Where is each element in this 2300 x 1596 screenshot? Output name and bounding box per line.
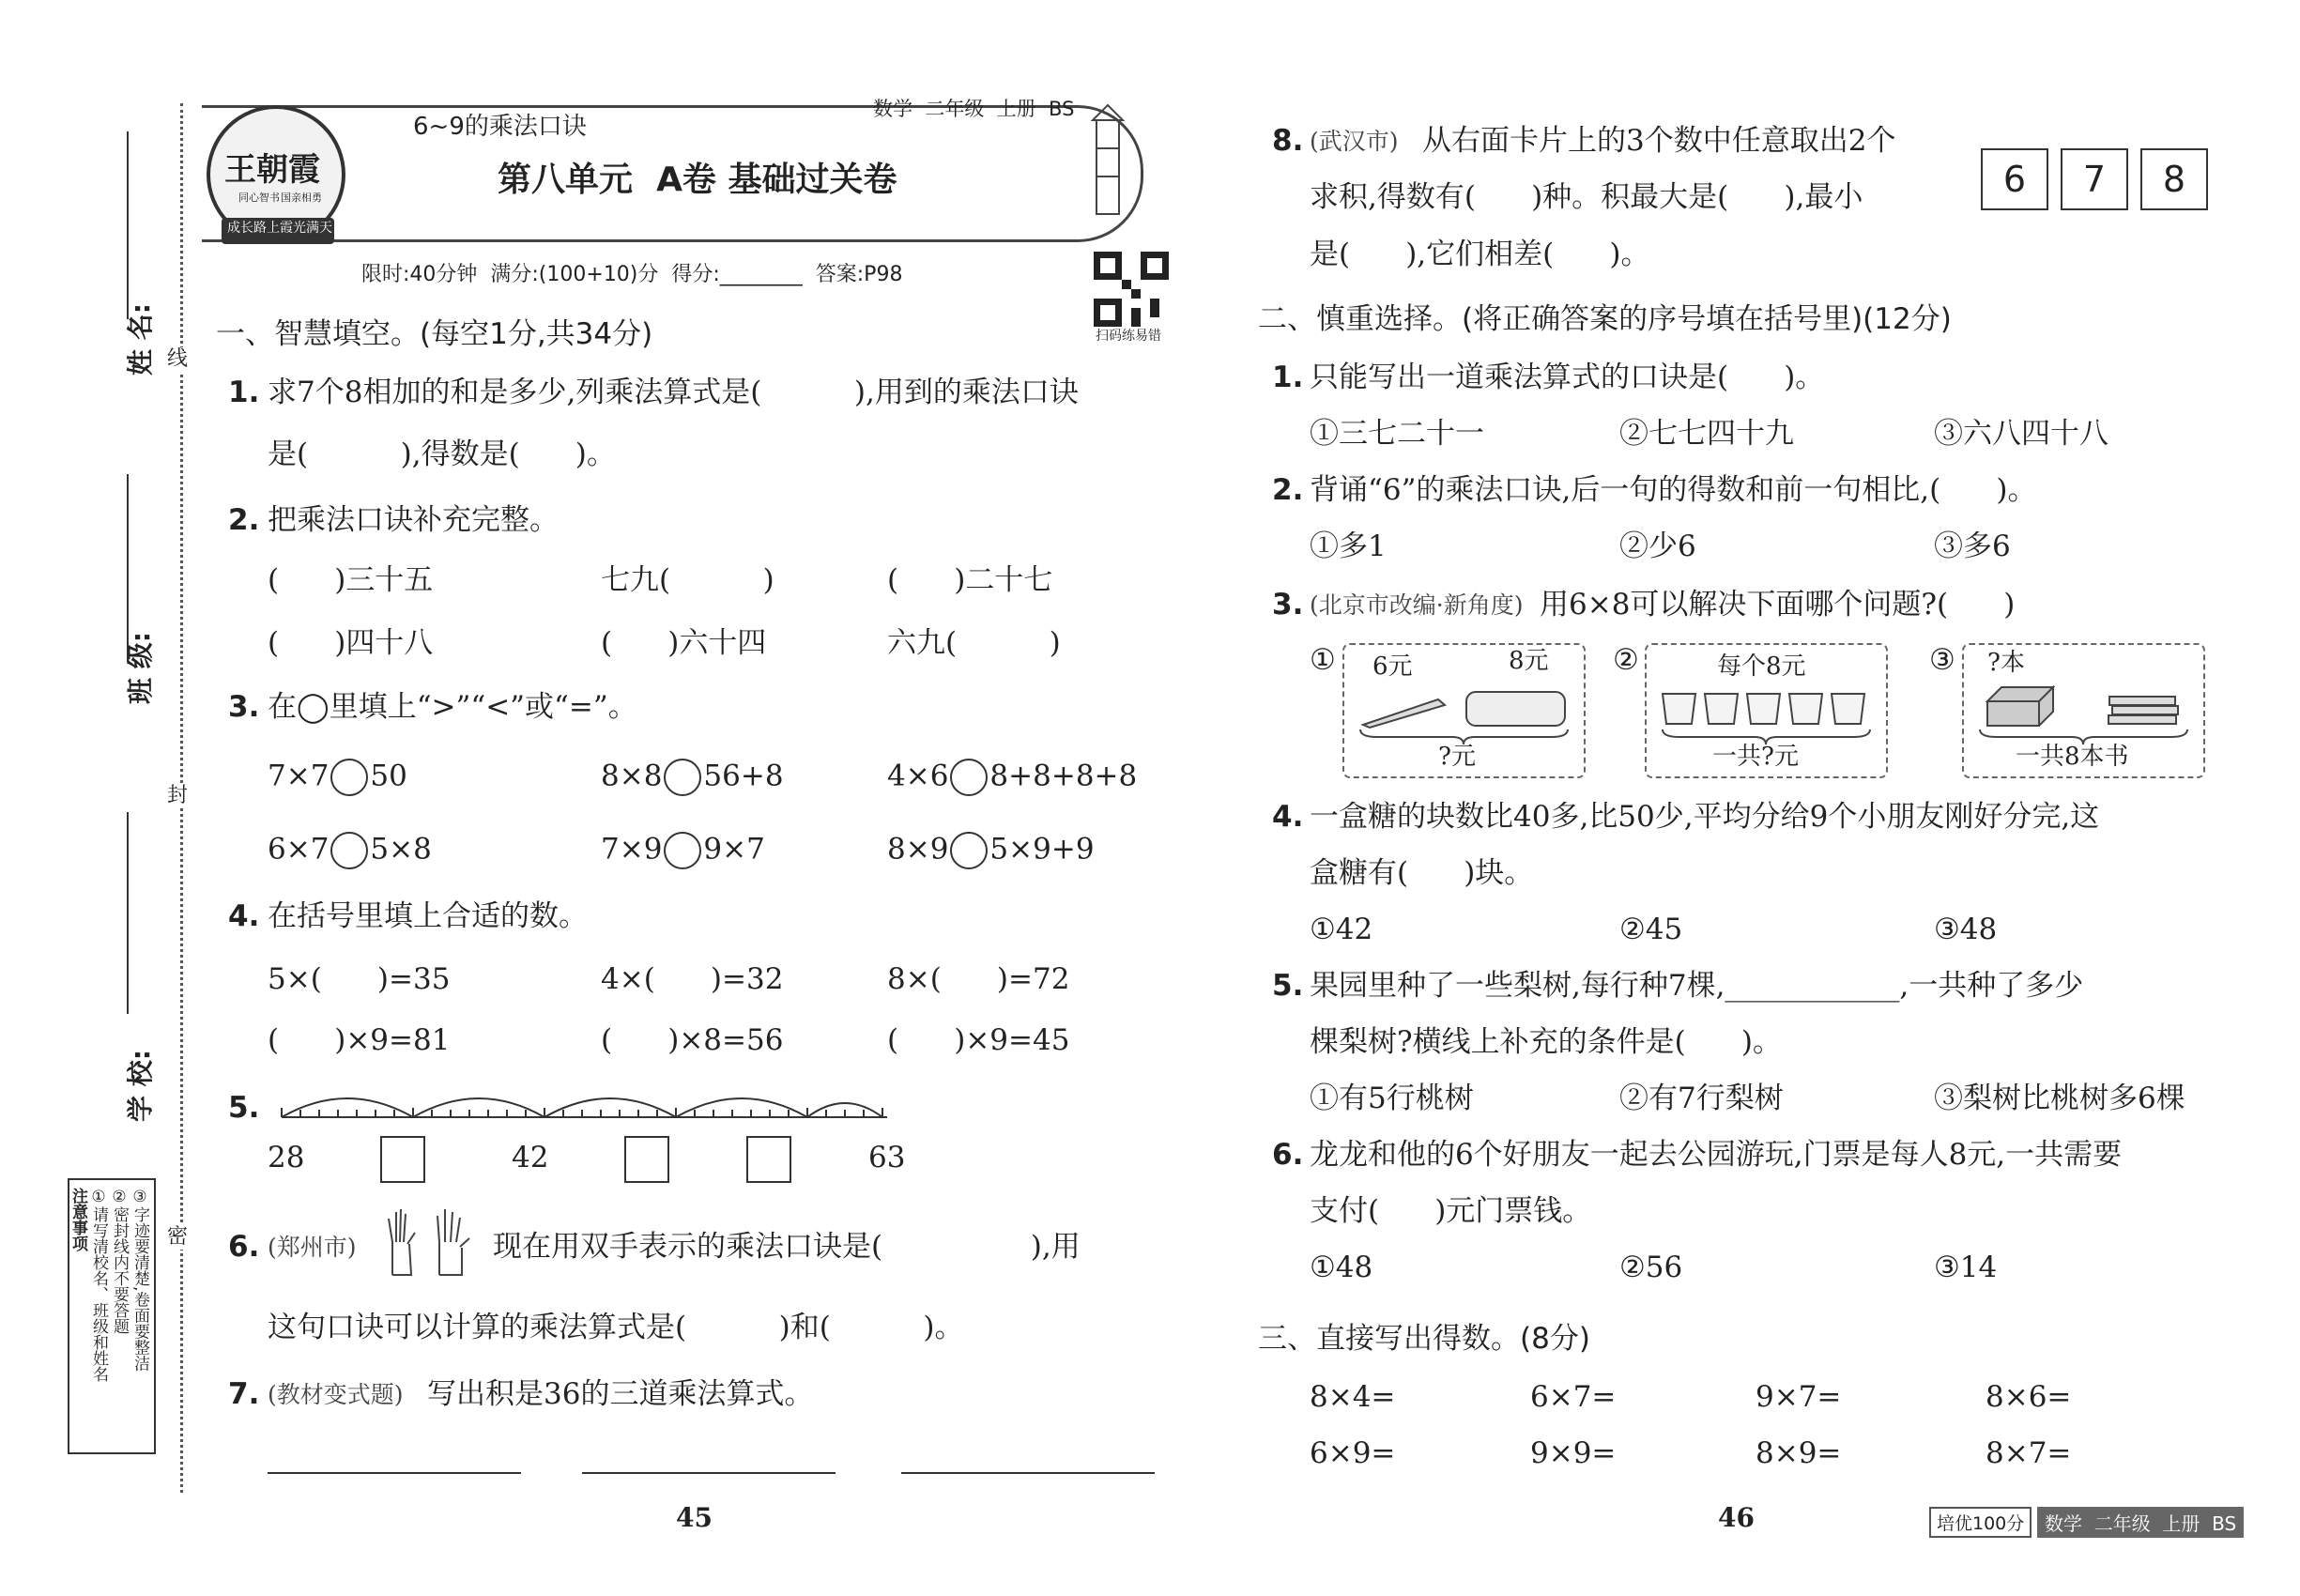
choice-option[interactable]: ①有5行桃树 (1310, 1082, 1474, 1115)
fill-item[interactable]: ( )×9=81 (268, 1023, 451, 1057)
notes-title: 注意事项 (69, 1188, 87, 1251)
choice-option[interactable]: ③14 (1934, 1251, 1998, 1284)
choice-option[interactable]: ① (1310, 643, 1336, 677)
question-number: 3. (228, 690, 260, 724)
hands-icon (383, 1205, 486, 1280)
compare-left: 8×9 (887, 832, 949, 867)
compare-circle[interactable] (330, 832, 368, 869)
question-number: 5. (228, 1091, 260, 1125)
panel-question: 一共?元 (1712, 743, 1799, 771)
panel-question: ?元 (1438, 743, 1476, 771)
question-text: 在括号里填上合适的数。 (268, 899, 588, 933)
header-topic: 6~9的乘法口诀 (413, 113, 587, 141)
exam-info: 限时:40分钟 满分:(100+10)分 得分:________ 答案:P98 (361, 263, 903, 286)
question-text: 把乘法口诀补充完整。 (268, 503, 559, 537)
page-number: 46 (1718, 1502, 1755, 1533)
compare-item (887, 759, 1137, 796)
number-card: 7 (2061, 148, 2128, 210)
brand-ribbon (222, 218, 334, 244)
choice-option[interactable]: ①42 (1310, 913, 1373, 946)
question-text: 在◯里填上“>”“<”或“=”。 (268, 690, 637, 724)
brand-slogan: 同心智书 (238, 192, 280, 204)
choice-option[interactable]: ③48 (1934, 913, 1998, 946)
answer-box[interactable] (624, 1136, 669, 1183)
fill-item[interactable]: 8×( )=72 (887, 962, 1070, 996)
question-text: 背诵“6”的乘法口诀,后一句的得数和前一句相比,( )。 (1310, 473, 2037, 507)
choice-option[interactable]: ③多6 (1934, 529, 2011, 563)
compare-item (601, 832, 765, 869)
compare-circle[interactable] (664, 759, 701, 796)
qr-code-icon[interactable] (1094, 252, 1169, 327)
fill-item[interactable]: 七九( ) (601, 563, 774, 597)
compare-item (601, 759, 784, 796)
answer-line[interactable] (582, 1472, 836, 1474)
compare-right: 56+8 (703, 759, 784, 793)
question-text: 龙龙和他的6个好朋友一起去公园游玩,门票是每人8元,一共需要 (1310, 1138, 2123, 1172)
number-line-label: 63 (868, 1141, 906, 1174)
fill-item[interactable]: 4×( )=32 (601, 962, 784, 996)
question-number: 1. (228, 376, 260, 409)
choice-option[interactable]: ②有7行梨树 (1619, 1082, 1784, 1115)
compare-circle[interactable] (664, 832, 701, 869)
choice-option[interactable]: ③梨树比桃树多6棵 (1934, 1082, 2185, 1115)
calc-item[interactable]: 8×6= (1986, 1380, 2072, 1414)
question-tag: (北京市改编·新角度) (1310, 591, 1524, 619)
panel-question: 一共8本书 (2016, 743, 2129, 771)
question-number: 6. (1272, 1138, 1304, 1172)
notes-box (68, 1178, 156, 1454)
question-text: 从右面卡片上的3个数中任意取出2个 (1422, 124, 1896, 158)
fill-item[interactable]: 5×( )=35 (268, 962, 451, 996)
option-panel[interactable] (1342, 643, 1586, 778)
footer-badge-text: 培优100分 (1937, 1513, 2025, 1534)
question-tag: (武汉市) (1310, 128, 1399, 155)
question-tag: (教材变式题) (268, 1381, 404, 1408)
number-line-label: 42 (512, 1141, 549, 1174)
question-number: 4. (1272, 800, 1304, 834)
books-icon (2105, 692, 2185, 729)
section-title: 一、智慧填空。(每空1分,共34分) (216, 317, 653, 351)
brand-slogan: 霞光满天 (280, 221, 332, 236)
school-label: 学 校: (125, 1050, 156, 1122)
calc-item[interactable]: 8×9= (1756, 1436, 1842, 1470)
note-item: ③字迹要清楚,卷面要整洁 (130, 1188, 149, 1372)
question-number: 4. (228, 899, 260, 933)
question-text: 是( ),得数是( )。 (268, 437, 616, 471)
footer-meta: 数学 二年级 上册 BS (2037, 1507, 2244, 1538)
compare-left: 7×7 (268, 759, 330, 793)
fill-item[interactable]: ( )×8=56 (601, 1023, 784, 1057)
calc-item[interactable]: 9×9= (1530, 1436, 1617, 1470)
choice-option[interactable]: ②七七四十九 (1619, 417, 1794, 451)
panel-price: 每个8元 (1717, 652, 1806, 681)
question-text: 求积,得数有( )种。积最大是( ),最小 (1310, 180, 1863, 214)
fill-item[interactable]: ( )×9=45 (887, 1023, 1070, 1057)
section-title: 二、慎重选择。(将正确答案的序号填在括号里)(12分) (1258, 302, 1952, 336)
question-text: 支付( )元门票钱。 (1310, 1194, 1592, 1228)
brand-slogan: 成长路上 (227, 221, 280, 236)
section-title: 三、直接写出得数。(8分) (1258, 1322, 1590, 1356)
compare-circle[interactable] (950, 832, 988, 869)
choice-option[interactable]: ② (1613, 643, 1639, 677)
question-number: 7. (228, 1377, 260, 1411)
compare-circle[interactable] (330, 759, 368, 796)
page-number: 45 (676, 1502, 713, 1533)
compare-left: 8×8 (601, 759, 663, 793)
compare-left: 6×7 (268, 832, 330, 867)
choice-option[interactable]: ①多1 (1310, 529, 1387, 563)
book-stack-icon (1983, 683, 2058, 729)
question-number: 5. (1272, 969, 1304, 1003)
question-number: 8. (1272, 124, 1304, 158)
choice-option[interactable]: ②56 (1619, 1251, 1683, 1284)
compare-right: 5×9+9 (989, 832, 1095, 867)
question-text: 是( ),它们相差( )。 (1310, 238, 1650, 271)
compare-right: 8+8+8+8 (989, 759, 1138, 793)
cups-icon (1658, 688, 1874, 729)
compare-right: 9×7 (703, 832, 765, 867)
lighthouse-icon (1080, 101, 1136, 223)
brand-name: 王朝霞 (224, 151, 320, 189)
compare-left: 4×6 (887, 759, 949, 793)
option-panel[interactable] (1962, 643, 2205, 778)
calc-item[interactable]: 8×4= (1310, 1380, 1396, 1414)
page-title: 第八单元 A卷 基础过关卷 (498, 161, 897, 199)
question-text: 盒糖有( )块。 (1310, 856, 1534, 890)
question-number: 1. (1272, 361, 1304, 394)
compare-left: 7×9 (601, 832, 663, 867)
question-number: 2. (228, 503, 260, 537)
choice-option[interactable]: ②45 (1619, 913, 1683, 946)
fill-item[interactable]: 六九( ) (887, 626, 1061, 660)
question-text: 棵梨树?横线上补充的条件是( )。 (1310, 1025, 1782, 1059)
compare-item (268, 832, 432, 869)
header-meta: 数学 二年级 上册 BS (873, 98, 1075, 120)
panel-price: ?本 (1987, 649, 2025, 677)
question-text: 求7个8相加的和是多少,列乘法算式是( ),用到的乘法口诀 (268, 376, 1079, 409)
pen-icon (1358, 692, 1452, 729)
question-number: 3. (1272, 588, 1304, 622)
question-number: 2. (1272, 473, 1304, 507)
fill-item[interactable]: ( )四十八 (268, 626, 434, 660)
fill-item[interactable]: ( )六十四 (601, 626, 767, 660)
compare-right: 5×8 (370, 832, 432, 867)
answer-line[interactable] (901, 1472, 1155, 1474)
seal-mark-seal: 封 (167, 784, 189, 807)
panel-price: 6元 (1372, 652, 1413, 681)
fill-item[interactable]: ( )二十七 (887, 563, 1053, 597)
seal-mark-secret: 密 (167, 1225, 189, 1249)
option-panel[interactable] (1645, 643, 1888, 778)
choice-option[interactable]: ③ (1929, 643, 1955, 677)
choice-option[interactable]: ①48 (1310, 1251, 1373, 1284)
number-card: 6 (1981, 148, 2048, 210)
footer-badge (1929, 1507, 2032, 1538)
calc-item[interactable]: 8×7= (1986, 1436, 2072, 1470)
choice-option[interactable]: ③六八四十八 (1934, 417, 2108, 451)
answer-line[interactable] (268, 1472, 521, 1474)
question-text: 一盒糖的块数比40多,比50少,平均分给9个小朋友刚好分完,这 (1310, 800, 2100, 834)
calc-item[interactable]: 6×7= (1530, 1380, 1617, 1414)
question-text: 写出积是36的三道乘法算式。 (427, 1377, 814, 1411)
question-text: 现在用双手表示的乘法口诀是( ),用 (493, 1230, 1081, 1264)
compare-right: 50 (370, 759, 407, 793)
number-line (272, 1080, 901, 1136)
name-label: 姓 名: (125, 303, 156, 376)
compare-item (887, 832, 1095, 869)
name-field[interactable] (127, 131, 138, 319)
class-label: 班 级: (125, 632, 156, 704)
compare-circle[interactable] (950, 759, 988, 796)
calc-item[interactable]: 9×7= (1756, 1380, 1842, 1414)
question-tag: (郑州市) (268, 1234, 357, 1261)
question-text: 只能写出一道乘法算式的口诀是( )。 (1310, 361, 1825, 394)
calc-item[interactable]: 6×9= (1310, 1436, 1396, 1470)
fill-item[interactable]: ( )三十五 (268, 563, 434, 597)
number-line-label: 28 (268, 1141, 305, 1174)
note-item: ①请写清校名、班级和姓名 (89, 1188, 108, 1382)
choice-option[interactable]: ②少6 (1619, 529, 1696, 563)
panel-price: 8元 (1509, 647, 1549, 675)
note-item: ②密封线内不要答题 (110, 1188, 129, 1334)
question-text: 果园里种了一些梨树,每行种7棵,____________,一共种了多少 (1310, 969, 2084, 1003)
choice-option[interactable]: ①三七二十一 (1310, 417, 1484, 451)
answer-box[interactable] (746, 1136, 791, 1183)
brand-slogan: 国亲相勇 (281, 192, 322, 204)
answer-box[interactable] (380, 1136, 425, 1183)
question-text: 这句口诀可以计算的乘法算式是( )和( )。 (268, 1311, 964, 1344)
pencil-case-icon (1462, 684, 1570, 731)
school-field[interactable] (127, 812, 138, 1014)
number-card: 8 (2140, 148, 2208, 210)
question-number: 6. (228, 1230, 260, 1264)
seal-mark-line: 线 (167, 347, 189, 371)
qr-caption: 扫码练易错 (1096, 329, 1161, 344)
question-text: 用6×8可以解决下面哪个问题?( ) (1540, 588, 2016, 622)
compare-item (268, 759, 407, 796)
